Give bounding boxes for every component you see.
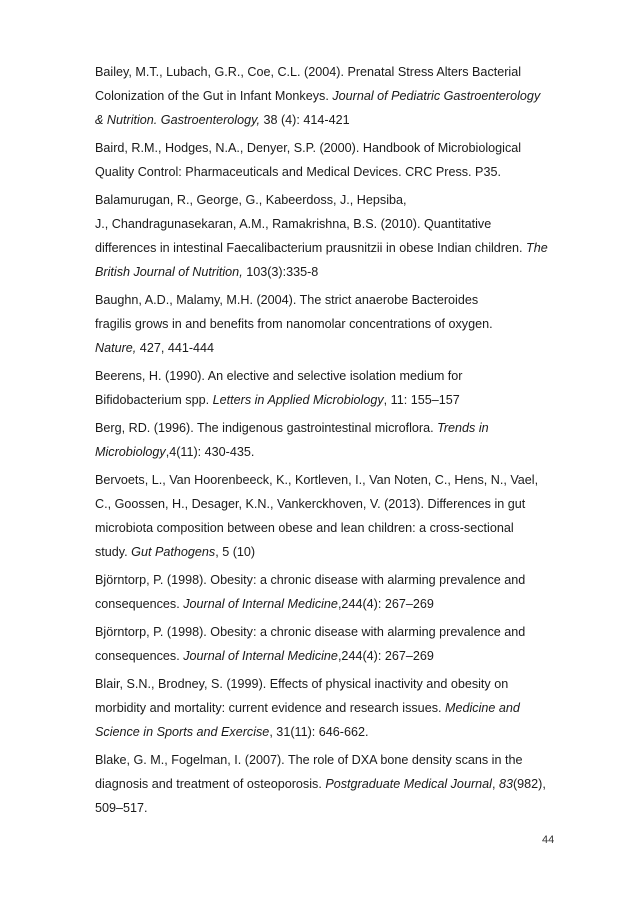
reference-line <box>95 160 553 184</box>
reference-text: morbidity and mortality: current evidence and research issues. <box>95 701 445 715</box>
reference-text: 427, 441-444 <box>136 341 215 355</box>
reference-text: Baughn, A.D., Malamy, M.H. (2004). The strict anaerobe Bacteroides <box>95 293 479 307</box>
reference-italic-text: Journal of Internal Medicine <box>183 649 338 663</box>
reference-line <box>95 60 553 84</box>
reference-text: microbiota composition between obese and lean children: a cross-sectional <box>95 521 514 535</box>
reference-line <box>95 772 553 796</box>
reference-line <box>95 212 553 236</box>
reference-line <box>95 364 553 388</box>
reference-text: study. <box>95 545 132 559</box>
reference-entry <box>95 568 553 616</box>
reference-text: ,244(4): 267–269 <box>337 649 434 663</box>
reference-line <box>95 540 553 564</box>
reference-text: Colonization of the Gut in Infant Monkeys. <box>95 89 333 103</box>
reference-italic-text: Letters in Applied Microbiology <box>212 393 384 407</box>
reference-entry <box>95 620 553 668</box>
reference-text: 509–517. <box>95 801 148 815</box>
reference-line <box>95 644 553 668</box>
reference-entry <box>95 288 553 360</box>
reference-text: J., Chandragunasekaran, A.M., Ramakrishna, B.S. (2010). Quantitative <box>95 217 492 231</box>
reference-text: Beerens, H. (1990). An elective and selective isolation medium for <box>95 369 463 383</box>
reference-line <box>95 288 553 312</box>
reference-italic-text: British Journal of Nutrition, <box>95 265 243 279</box>
reference-text: ,244(4): 267–269 <box>337 597 434 611</box>
reference-entry <box>95 416 553 464</box>
reference-line <box>95 492 553 516</box>
reference-text: Berg, RD. (1996). The indigenous gastrointestinal microflora. <box>95 421 438 435</box>
reference-italic-text: Journal of Internal Medicine <box>183 597 338 611</box>
reference-text: Quality Control: Pharmaceuticals and Medical Devices. CRC Press. P35. <box>95 165 501 179</box>
reference-line <box>95 796 553 820</box>
reference-line <box>95 720 553 744</box>
reference-line <box>95 516 553 540</box>
reference-italic-text: Science in Sports and Exercise <box>95 725 270 739</box>
reference-line <box>95 696 553 720</box>
reference-text: differences in intestinal Faecalibacterium prausnitzii in obese Indian children. <box>95 241 526 255</box>
reference-text: fragilis grows in and benefits from nanomolar concentrations of oxygen. <box>95 317 493 331</box>
reference-italic-text: Gut Pathogens <box>131 545 216 559</box>
reference-line <box>95 620 553 644</box>
reference-line <box>95 312 553 336</box>
reference-text: Blair, S.N., Brodney, S. (1999). Effects of physical inactivity and obesity on <box>95 677 509 691</box>
reference-line <box>95 388 553 412</box>
reference-italic-text: Medicine and <box>445 701 520 715</box>
reference-text: Bailey, M.T., Lubach, G.R., Coe, C.L. (2004). Prenatal Stress Alters Bacterial <box>95 65 522 79</box>
reference-text: , 5 (10) <box>215 545 256 559</box>
reference-text: consequences. <box>95 649 184 663</box>
reference-list <box>95 60 553 824</box>
reference-line <box>95 440 553 464</box>
reference-italic-text: Postgraduate Medical Journal <box>325 777 492 791</box>
reference-line <box>95 592 553 616</box>
reference-text: , 11: 155–157 <box>383 393 460 407</box>
reference-italic-text: Nature, <box>95 341 137 355</box>
reference-line <box>95 108 553 132</box>
reference-text: (982), <box>512 777 546 791</box>
reference-text: 38 (4): 414-421 <box>259 113 350 127</box>
reference-text: ,4(11): 430-435. <box>165 445 255 459</box>
reference-text: consequences. <box>95 597 184 611</box>
reference-line <box>95 468 553 492</box>
reference-italic-text: Journal of Pediatric Gastroenterology <box>332 89 541 103</box>
reference-entry <box>95 188 553 284</box>
reference-line <box>95 188 553 212</box>
reference-line <box>95 416 553 440</box>
reference-text: , 31(11): 646-662. <box>269 725 369 739</box>
reference-text: diagnosis and treatment of osteoporosis. <box>95 777 326 791</box>
reference-italic-text: Microbiology <box>95 445 166 459</box>
reference-text: Balamurugan, R., George, G., Kabeerdoss, J., Hepsiba, <box>95 193 407 207</box>
reference-line <box>95 260 553 284</box>
reference-italic-text: & Nutrition. Gastroenterology, <box>95 113 260 127</box>
reference-line <box>95 568 553 592</box>
reference-entry <box>95 60 553 132</box>
page-number: 44 <box>542 834 555 846</box>
reference-entry <box>95 748 553 820</box>
reference-entry <box>95 136 553 184</box>
reference-italic-text: Trends in <box>437 421 489 435</box>
reference-text: Blake, G. M., Fogelman, I. (2007). The role of DXA bone density scans in the <box>95 753 523 767</box>
reference-text: , <box>491 777 499 791</box>
reference-line <box>95 84 553 108</box>
reference-italic-text: 83 <box>498 777 513 791</box>
reference-entry <box>95 468 553 564</box>
reference-line <box>95 672 553 696</box>
reference-line <box>95 336 553 360</box>
reference-text: Baird, R.M., Hodges, N.A., Denyer, S.P. (2000). Handbook of Microbiological <box>95 141 522 155</box>
reference-text: 103(3):335-8 <box>242 265 319 279</box>
reference-entry <box>95 672 553 744</box>
reference-text: Bifidobacterium spp. <box>95 393 213 407</box>
reference-text: Björntorp, P. (1998). Obesity: a chronic disease with alarming prevalence and <box>95 573 526 587</box>
reference-line <box>95 748 553 772</box>
reference-text: Bervoets, L., Van Hoorenbeeck, K., Kortleven, I., Van Noten, C., Hens, N., Vael, <box>95 473 539 487</box>
reference-line <box>95 236 553 260</box>
reference-line <box>95 136 553 160</box>
reference-text: C., Goossen, H., Desager, K.N., Vankerckhoven, V. (2013). Differences in gut <box>95 497 526 511</box>
reference-italic-text: The <box>526 241 548 255</box>
reference-text: Björntorp, P. (1998). Obesity: a chronic disease with alarming prevalence and <box>95 625 526 639</box>
reference-entry <box>95 364 553 412</box>
